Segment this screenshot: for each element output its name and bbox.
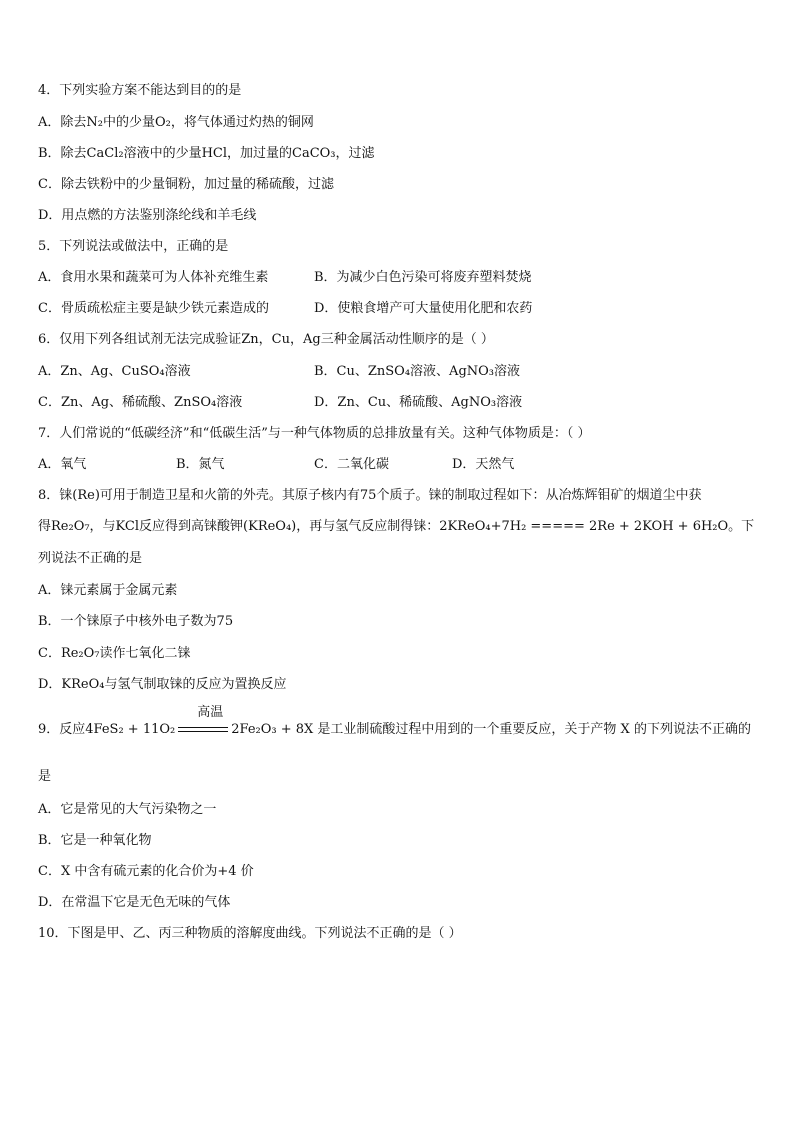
q8-stem-line-1: 8．铼(Re)可用于制造卫星和火箭的外壳。其原子核内有75个质子。铼的制取过程如下：从冶炼辉钼矿的烟道尘中获 <box>38 488 702 503</box>
q9-option-b: B．它是一种氧化物 <box>38 833 152 848</box>
q4-option-c: C．除去铁粉中的少量铜粉，加过量的稀硫酸，过滤 <box>38 177 334 192</box>
q4-option-a: A．除去N₂中的少量O₂，将气体通过灼热的铜网 <box>38 115 314 130</box>
q8-option-b: B．一个铼原子中核外电子数为75 <box>38 614 234 629</box>
q9-prefix: 9．反应 <box>38 722 86 737</box>
q7-stem: 7．人们常说的“低碳经济”和“低碳生活”与一种气体物质的总排放量有关。这种气体物质是：（ ） <box>38 426 591 441</box>
q7-option-d: D．天然气 <box>452 457 515 472</box>
q6-option-a: A．Zn、Ag、CuSO₄溶液 <box>38 364 191 379</box>
q8-stem-line-3: 列说法不正确的是 <box>38 551 143 566</box>
q9-equation-rhs: 2Fe₂O₃ + 8X <box>231 722 314 737</box>
q9-option-a: A．它是常见的大气污染物之一 <box>38 802 217 817</box>
q5-option-c: C．骨质疏松症主要是缺少铁元素造成的 <box>38 301 269 316</box>
q6-options-row-1 <box>38 363 520 381</box>
q4-option-b: B．除去CaCl₂溶液中的少量HCl，加过量的CaCO₃，过滤 <box>38 146 375 161</box>
q7-option-b: B．氮气 <box>176 457 225 472</box>
q9-stem-line-2: 是 <box>38 769 52 784</box>
q6-option-d: D．Zn、Cu、稀硫酸、AgNO₃溶液 <box>314 395 523 410</box>
q5-option-a: A．食用水果和蔬菜可为人体补充维生素 <box>38 270 269 285</box>
q9-stem-line-1 <box>38 705 751 739</box>
q8-option-c: C．Re₂O₇读作七氧化二铼 <box>38 646 191 661</box>
q9-reaction-arrow <box>178 727 228 732</box>
q4-stem: 4．下列实验方案不能达到目的的是 <box>38 83 242 98</box>
q7-option-c: C．二氧化碳 <box>314 457 389 472</box>
q8-option-d: D．KReO₄与氢气制取铼的反应为置换反应 <box>38 677 287 692</box>
q5-options-row-2 <box>38 300 532 318</box>
q6-option-b: B．Cu、ZnSO₄溶液、AgNO₃溶液 <box>314 364 521 379</box>
q9-reaction-condition: 高温 <box>197 705 224 720</box>
q5-option-b: B．为减少白色污染可将废弃塑料焚烧 <box>314 270 532 285</box>
q10-stem: 10．下图是甲、乙、丙三种物质的溶解度曲线。下列说法不正确的是（ ） <box>38 926 462 941</box>
q9-equation <box>85 705 314 739</box>
q4-option-d: D．用点燃的方法鉴别涤纶线和羊毛线 <box>38 208 257 223</box>
q8-stem-line-2: 得Re₂O₇，与KCl反应得到高铼酸钾(KReO₄)，再与氢气反应制得铼：2KReO₄+7H₂ ===== 2Re + 2KOH + 6H₂O。下 <box>38 519 755 534</box>
q9-suffix: 是工业制硫酸过程中用到的一个重要反应，关于产物 X 的下列说法不正确的 <box>313 722 751 737</box>
q9-option-d: D．在常温下它是无色无味的气体 <box>38 895 231 910</box>
q6-option-c: C．Zn、Ag、稀硫酸、ZnSO₄溶液 <box>38 395 243 410</box>
q5-option-d: D．使粮食增产可大量使用化肥和农药 <box>314 301 533 316</box>
q6-options-row-2 <box>38 394 522 412</box>
q8-option-a: A．铼元素属于金属元素 <box>38 583 178 598</box>
q7-option-a: A．氧气 <box>38 457 87 472</box>
q7-options-row <box>38 456 514 474</box>
q5-stem: 5．下列说法或做法中，正确的是 <box>38 239 229 254</box>
q6-stem: 6．仅用下列各组试剂无法完成验证Zn，Cu，Ag三种金属活动性顺序的是（ ） <box>38 332 494 347</box>
q9-equation-lhs: 4FeS₂ + 11O₂ <box>85 722 176 737</box>
q5-options-row-1 <box>38 269 532 287</box>
q9-option-c: C．X 中含有硫元素的化合价为+4 价 <box>38 864 254 879</box>
